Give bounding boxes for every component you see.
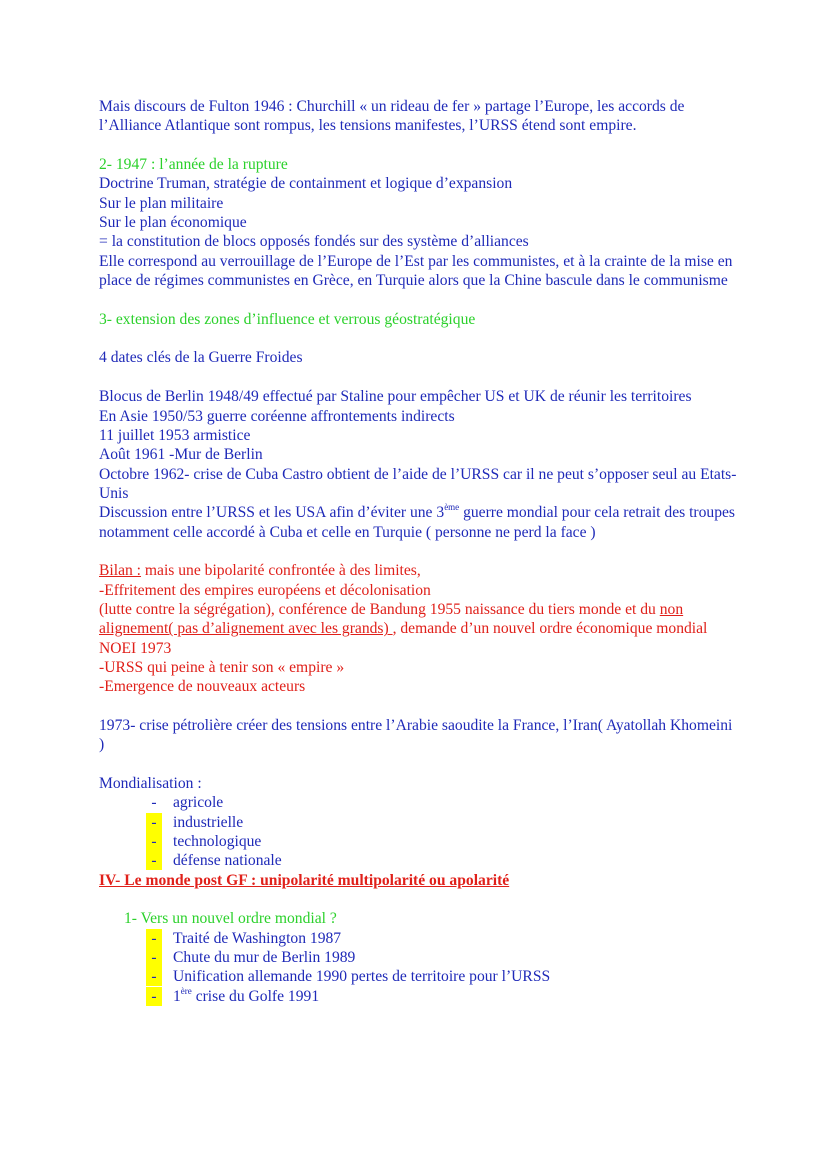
dash-bullet: -	[146, 813, 162, 832]
dash-bullet: -	[151, 794, 157, 812]
bandung-text-b: , demande d’un nouvel ordre économique mondial NOEI 1973	[99, 620, 708, 657]
list-item-text: Unification allemande 1990 pertes de territoire pour l’URSS	[173, 968, 551, 986]
dash-bullet: -	[146, 967, 162, 986]
bilan-line: -Effritement des empires européens et décolonisation	[99, 581, 431, 599]
dates-title: 4 dates clés de la Guerre Froides	[99, 349, 303, 367]
paragraph-crise-1973: 1973- crise pétrolière créer des tensions entre l’Arabie saoudite la France, l’Iran( Ayatollah Khomeini )	[99, 717, 733, 754]
sub1-list	[99, 929, 739, 1006]
bandung-underlined: non alignement( pas d’alignement avec les grands)	[99, 600, 684, 638]
mondialisation-list	[99, 793, 739, 870]
bilan-line: -URSS qui peine à tenir son « empire »	[99, 658, 345, 676]
text-line: Sur le plan économique	[99, 214, 247, 232]
gulf-crisis-text: crise du Golfe 1991	[191, 987, 320, 1005]
bilan-label: Bilan :	[99, 562, 142, 580]
section-3-title: 3- extension des zones d’influence et verrous géostratégique	[99, 310, 476, 328]
text-line: = la constitution de blocs opposés fondés sur des système d’alliances	[99, 233, 529, 251]
list-item-text: agricole	[173, 794, 224, 812]
bandung-text-a: (lutte contre la ségrégation), conférence de Bandung 1955 naissance du tiers monde et du	[99, 600, 660, 618]
list-item-text: industrielle	[173, 813, 244, 831]
list-item-text: défense nationale	[173, 852, 282, 870]
bilan-bandung	[99, 600, 739, 658]
dash-bullet: -	[146, 987, 162, 1006]
heading-iv: IV- Le monde post GF : unipolarité multipolarité ou apolarité	[99, 871, 510, 889]
list-item-text	[173, 985, 320, 1005]
ordinal-number: 1	[173, 987, 181, 1005]
list-item	[99, 987, 739, 1006]
bilan-line	[99, 561, 739, 580]
list-item	[99, 948, 739, 967]
event-mur: Août 1961 -Mur de Berlin	[99, 446, 263, 464]
dash-bullet: -	[146, 832, 162, 851]
bilan-first: mais une bipolarité confrontée à des limites,	[141, 562, 421, 580]
discussion-text-a: Discussion entre l’URSS et les USA afin d’éviter une 3	[99, 504, 445, 522]
discussion-text-b: guerre mondial pour cela retrait des troupes notamment celle accordé à Cuba et celle en Turquie ( personne ne perd la face )	[99, 504, 736, 541]
bilan-line: -Emergence de nouveaux acteurs	[99, 678, 306, 696]
list-item-text: technologique	[173, 833, 262, 851]
ordinal-superscript: ère	[180, 985, 192, 996]
list-item	[99, 832, 739, 851]
list-item	[99, 793, 739, 812]
document-page	[99, 97, 739, 1006]
section-2-title: 2- 1947 : l’année de la rupture	[99, 156, 288, 174]
event-cuba: Octobre 1962- crise de Cuba Castro obtient de l’aide de l’URSS car il ne peut s’opposer seul au Etats-Unis	[99, 465, 737, 502]
dash-bullet: -	[146, 929, 162, 948]
dash-bullet: -	[146, 948, 162, 967]
list-item-text: Traité de Washington 1987	[173, 929, 342, 947]
list-item-text: Chute du mur de Berlin 1989	[173, 949, 356, 967]
paragraph-verrouillage: Elle correspond au verrouillage de l’Europe de l’Est par les communistes, et à la crainte de la mise en place de régimes communistes en Grèce, en Turquie alors que la Chine bascule dans le communisme	[99, 252, 733, 290]
list-item	[99, 967, 739, 986]
mondialisation-title: Mondialisation :	[99, 775, 202, 793]
dash-bullet: -	[146, 851, 162, 870]
event-armistice: 11 juillet 1953 armistice	[99, 426, 251, 444]
discussion-superscript: ème	[444, 502, 460, 513]
event-asie: En Asie 1950/53 guerre coréenne affrontements indirects	[99, 407, 455, 425]
subsection-1-title: 1- Vers un nouvel ordre mondial ?	[124, 910, 337, 928]
paragraph-fulton: Mais discours de Fulton 1946 : Churchill « un rideau de fer » partage l’Europe, les accords de l’Alliance Atlantique sont rompus, les tensions manifestes, l’URSS étend sont empire.	[99, 98, 685, 135]
list-item	[99, 813, 739, 832]
event-berlin-blocus: Blocus de Berlin 1948/49 effectué par Staline pour empêcher US et UK de réunir les territoires	[99, 388, 692, 406]
event-discussion	[99, 503, 739, 542]
text-line: Doctrine Truman, stratégie de containment et logique d’expansion	[99, 175, 513, 193]
text-line: Sur le plan militaire	[99, 194, 224, 212]
list-item	[99, 851, 739, 870]
list-item	[99, 929, 739, 948]
